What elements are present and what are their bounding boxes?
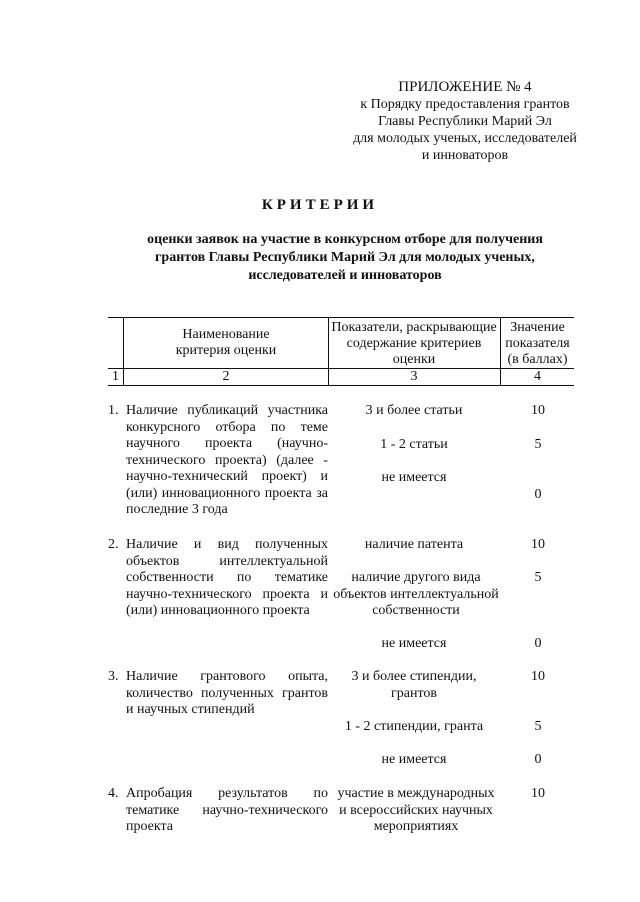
criterion-text: Апробация результатов по тематике научно-технического проекта [126,786,328,834]
indicator: 3 и более стипендии, грантов [351,669,477,701]
header-criterion-name [124,327,328,359]
col-number: 3 [410,369,418,384]
indicator: не имеется [381,752,447,767]
indicator: 3 и более статьи [365,403,463,418]
header-text: критерия оценки [175,343,277,358]
document-subtitle [120,231,570,285]
indicator: наличие другого вида объектов интеллектуальной собственности [333,570,499,618]
score-value: 10 [531,537,545,552]
table-numbers-bottom [108,385,574,386]
header-indicators [328,320,500,368]
indicator: не имеется [381,470,447,485]
header-value [501,320,574,368]
row-number: 3. [108,669,119,684]
score-value: 0 [534,487,542,502]
score-value: 5 [534,719,542,734]
score-value: 10 [531,669,545,684]
subtitle-line: грантов Главы Республики Марий Эл для молодых ученых, [155,250,535,265]
score-value: 0 [534,752,542,767]
table-row-criterion [108,669,328,719]
indicator: наличие патента [364,537,464,552]
appendix-line: для молодых ученых, исследователей [353,131,577,146]
table-top-border [108,317,574,318]
header-text: Значение [510,320,565,335]
indicator: 1 - 2 стипендии, гранта [344,719,484,734]
header-text: (в баллах) [507,352,568,367]
appendix-line: Главы Республики Марий Эл [378,114,552,129]
appendix-header [300,78,630,164]
col-number: 4 [534,369,541,384]
appendix-line: и инноваторов [421,148,509,163]
score-value: 0 [534,636,542,651]
score-value: 10 [531,786,545,801]
header-text: Показатели, раскрывающие [331,320,497,335]
criterion-text: Наличие и вид полученных объектов интеллектуальной собственности по тематике научно-технического проекта и (или) инновационного проекта [126,537,328,618]
table-row-criterion [108,786,328,836]
criterion-text: Наличие публикаций участника конкурсного отбора по теме научного проекта (научно-технического проекта) (далее - научно-технический проект) и (или) инновационного проекта за последние 3 года [126,403,328,517]
table-row-criterion [108,537,328,620]
score-value: 5 [534,437,542,452]
appendix-title: ПРИЛОЖЕНИЕ № 4 [398,79,532,95]
score-value: 10 [531,403,545,418]
subtitle-line: исследователей и инноваторов [248,268,442,283]
table-row-criterion [108,403,328,519]
document-title: КРИТЕРИИ [261,197,379,213]
row-number: 4. [108,786,119,801]
appendix-line: к Порядку предоставления грантов [360,97,570,112]
row-number: 2. [108,537,119,552]
indicator: участие в международных и всероссийских научных мероприятиях [337,786,495,834]
header-text: показателя [505,336,570,351]
row-number: 1. [108,403,119,418]
col-number: 1 [112,369,119,384]
score-value: 5 [534,570,542,585]
criterion-text: Наличие грантового опыта, количество полученных грантов и научных стипендий [126,669,328,717]
col-number: 2 [222,369,230,384]
indicator: 1 - 2 статьи [380,437,448,452]
header-text: Наименование [182,327,270,342]
header-text: содержание критериев [346,336,482,351]
indicator: не имеется [381,636,447,651]
subtitle-line: оценки заявок на участие в конкурсном отборе для получения [147,232,543,247]
header-text: оценки [392,352,436,367]
